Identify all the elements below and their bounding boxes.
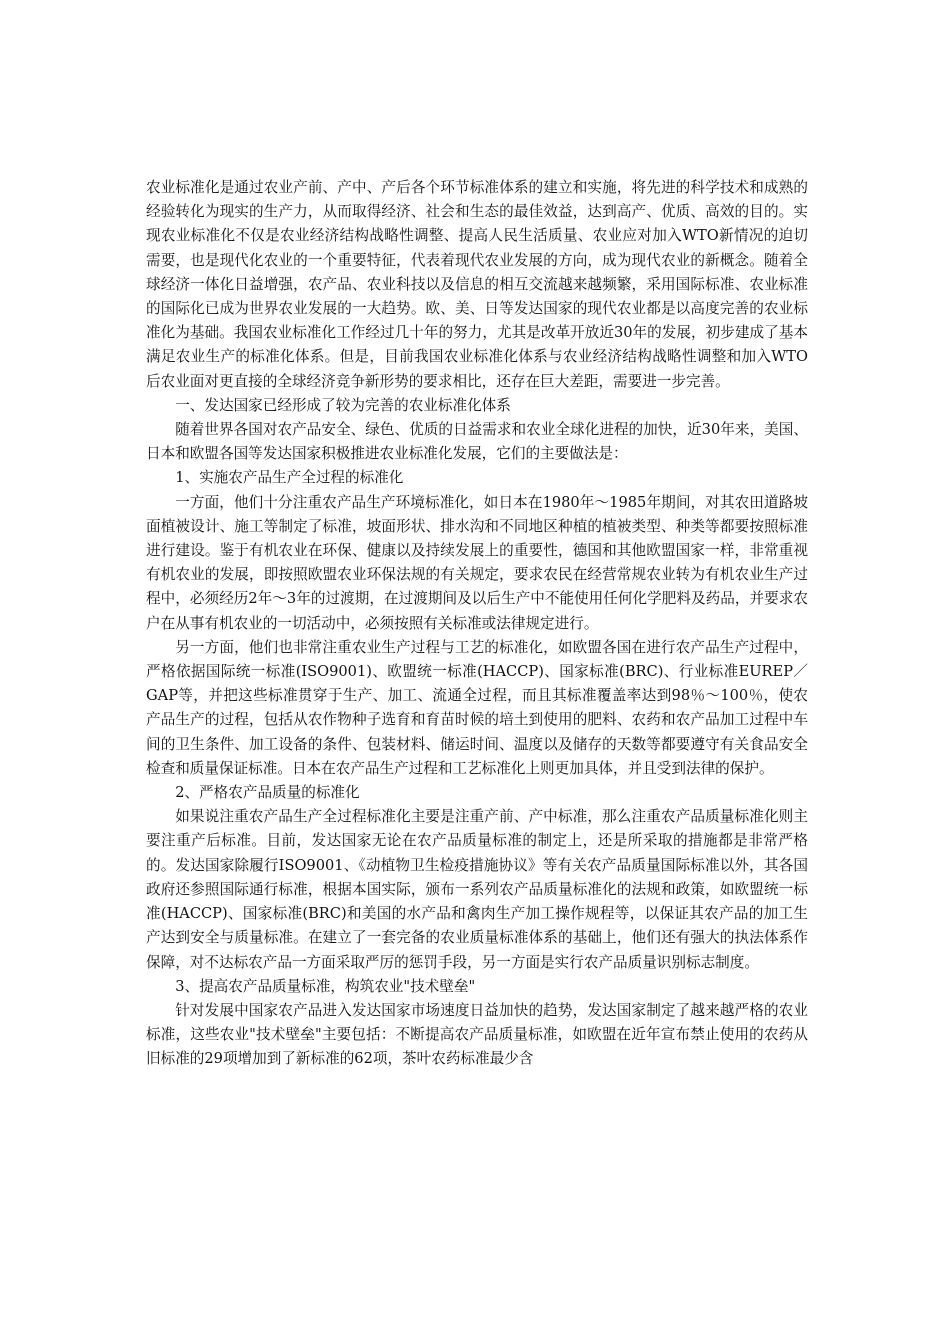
body-paragraph: 随着世界各国对农产品安全、绿色、优质的日益需求和农业全球化进程的加快，近30年来，美国、日本和欧盟各国等发达国家积极推进农业标准化发展，它们的主要做法是： [146, 421, 808, 463]
body-paragraph: 另一方面，他们也非常注重农业生产过程与工艺的标准化，如欧盟各国在进行农产品生产过程中，严格依据国际统一标准(ISO9001)、欧盟统一标准(HACCP)、国家标准(BRC)、行业标准EUREP／GAP等，并把这些标准贯穿于生产、加工、流通全过程，而且其标准覆盖率达到98％～100％，使农产品生产的过程，包括从农作物种子选育和育苗时候的培土到使用的肥料、农药和农产品加工过程中车间的卫生条件、加工设备的条件、包装材料、储运时间、温度以及储存的天数等都要遵守有关食品安全检查和质量保证标准。日本在农产品生产过程和工艺标准化上则更加具体，并且受到法律的保护。 [146, 638, 808, 777]
body-paragraph: 针对发展中国家农产品进入发达国家市场速度日益加快的趋势，发达国家制定了越来越严格的农业标准，这些农业"技术壁垒"主要包括：不断提高农产品质量标准，如欧盟在近年宣布禁止使用的农药从旧标准的29项增加到了新标准的62项，茶叶农药标准最少含 [146, 1001, 808, 1068]
body-paragraph: 如果说注重农产品生产全过程标准化主要是注重产前、产中标准，那么注重农产品质量标准化则主要注重产后标准。目前，发达国家无论在农产品质量标准的制定上，还是所采取的措施都是非常严格的。发达国家除履行ISO9001、《动植物卫生检疫措施协议》等有关农产品质量国际标准以外，其各国政府还参照国际通行标准，根据本国实际，颁布一系列农产品质量标准化的法规和政策，如欧盟统一标准(HACCP)、国家标准(BRC)和美国的水产品和禽肉生产加工操作规程等，以保证其农产品的加工生产达到安全与质量标准。在建立了一套完备的农业质量标准体系的基础上，他们还有强大的执法体系作保障，对不达标农产品一方面采取严厉的惩罚手段，另一方面是实行农产品质量识别标志制度。 [146, 808, 808, 971]
section-heading-1: 一、发达国家已经形成了较为完善的农业标准化体系 [175, 396, 511, 414]
body-paragraph: 一方面，他们十分注重农产品生产环境标准化，如日本在1980年～1985年期间，对其农田道路坡面植被设计、施工等制定了标准，坡面形状、排水沟和不同地区种植的植被类型、种类等都要按照标准进行建设。鉴于有机农业在环保、健康以及持续发展上的重要性，德国和其他欧盟国家一样，非常重视有机农业的发展，即按照欧盟农业环保法规的有关规定，要求农民在经营常规农业转为有机农业生产过程中，必须经历2年～3年的过渡期，在过渡期间及以后生产中不能使用任何化学肥料及药品，并要求农户在从事有机农业的一切活动中，必须按照有关标准或法律规定进行。 [146, 493, 808, 632]
subheading-2: 2、严格农产品质量的标准化 [175, 784, 360, 802]
subheading-3: 3、提高农产品质量标准，构筑农业"技术壁垒" [175, 977, 476, 995]
document-body [146, 176, 808, 1072]
intro-paragraph: 农业标准化是通过农业产前、产中、产后各个环节标准体系的建立和实施，将先进的科学技术和成熟的经验转化为现实的生产力，从而取得经济、社会和生态的最佳效益，达到高产、优质、高效的目的。实现农业标准化不仅是农业经济结构战略性调整、提高人民生活质量、农业应对加入WTO新情况的迫切需要，也是现代化农业的一个重要特征，代表着现代农业发展的方向，成为现代农业的新概念。随着全球经济一体化日益增强，农产品、农业科技以及信息的相互交流越来越频繁，采用国际标准、农业标准的国际化已成为世界农业发展的一大趋势。欧、美、日等发达国家的现代农业都是以高度完善的农业标准化为基础。我国农业标准化工作经过几十年的努力，尤其是改革开放近30年的发展，初步建成了基本满足农业生产的标准化体系。但是，目前我国农业标准化体系与农业经济结构战略性调整和加入WTO后农业面对更直接的全球经济竞争新形势的要求相比，还存在巨大差距，需要进一步完善。 [146, 179, 808, 390]
subheading-1: 1、实施农产品生产全过程的标准化 [175, 469, 404, 487]
